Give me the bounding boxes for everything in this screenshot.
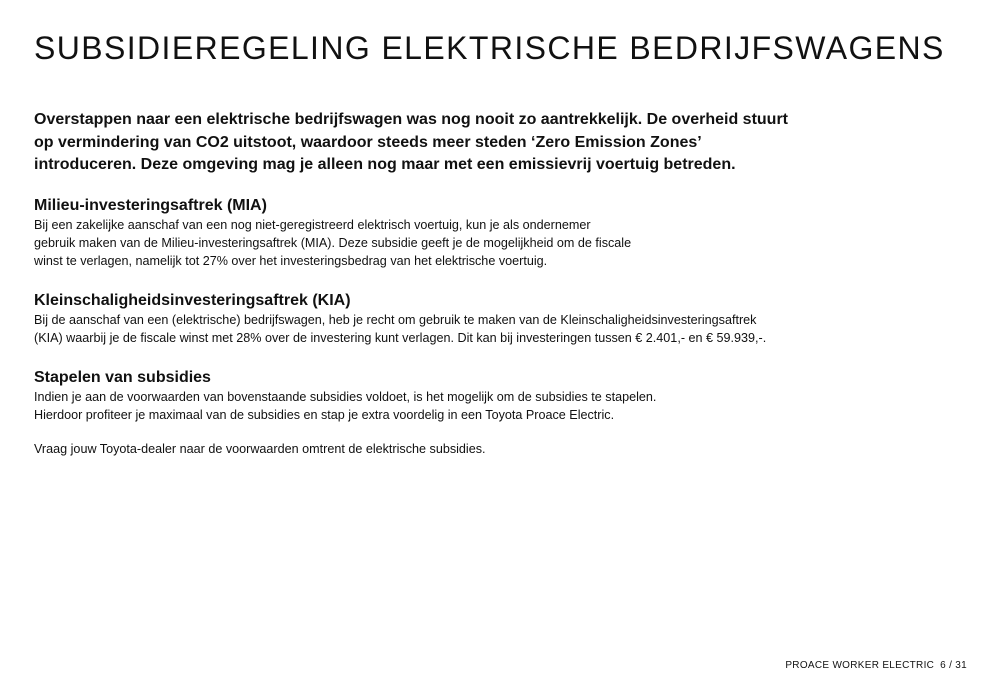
body-line: winst te verlagen, namelijk tot 27% over het investeringsbedrag van het elektrische voertuig. [34, 254, 548, 268]
body-line: (KIA) waarbij je de fiscale winst met 28% over de investering kunt verlagen. Dit kan bij investeringen tussen € 2.401,- en € 59.939,-. [34, 331, 767, 345]
section-stapelen [34, 368, 934, 424]
intro-line: introduceren. Deze omgeving mag je alleen nog maar met een emissievrij voertuig betreden. [34, 156, 736, 173]
footer-label: PROACE WORKER ELECTRIC [785, 660, 935, 671]
body-line: Hierdoor profiteer je maximaal van de subsidies en stap je extra voordelig in een Toyota Proace Electric. [34, 408, 615, 422]
section-mia [34, 196, 934, 270]
body-line: gebruik maken van de Milieu-investeringsaftrek (MIA). Deze subsidie geeft je de mogelijkheid om de fiscale [34, 236, 632, 250]
body-line: Indien je aan de voorwaarden van bovenstaande subsidies voldoet, is het mogelijk om de subsidies te stapelen. [34, 390, 657, 404]
section-heading-stapelen: Stapelen van subsidies [34, 369, 211, 386]
page-title: SUBSIDIEREGELING ELEKTRISCHE BEDRIJFSWAGENS [34, 30, 945, 66]
body-line: Bij een zakelijke aanschaf van een nog niet-geregistreerd elektrisch voertuig, kun je als ondernemer [34, 218, 591, 232]
page-number: 6 / 31 [940, 660, 967, 671]
closing-note: Vraag jouw Toyota-dealer naar de voorwaarden omtrent de elektrische subsidies. [34, 442, 486, 456]
section-body-kia [34, 311, 934, 347]
section-kia [34, 291, 934, 347]
intro-line: op vermindering van CO2 uitstoot, waardoor steeds meer steden ‘Zero Emission Zones’ [34, 133, 702, 151]
section-heading-kia: Kleinschaligheidsinvesteringsaftrek (KIA) [34, 292, 351, 309]
page-footer [785, 660, 967, 671]
section-body-stapelen [34, 388, 934, 424]
section-body-mia [34, 216, 934, 270]
intro-line: Overstappen naar een elektrische bedrijfswagen was nog nooit zo aantrekkelijk. De overheid stuurt [34, 111, 789, 128]
body-line: Bij de aanschaf van een (elektrische) bedrijfswagen, heb je recht om gebruik te maken van de Kleinschaligheidsinvesteringsaftrek [34, 313, 757, 327]
section-heading-mia: Milieu-investeringsaftrek (MIA) [34, 197, 267, 214]
intro-paragraph [34, 109, 824, 177]
